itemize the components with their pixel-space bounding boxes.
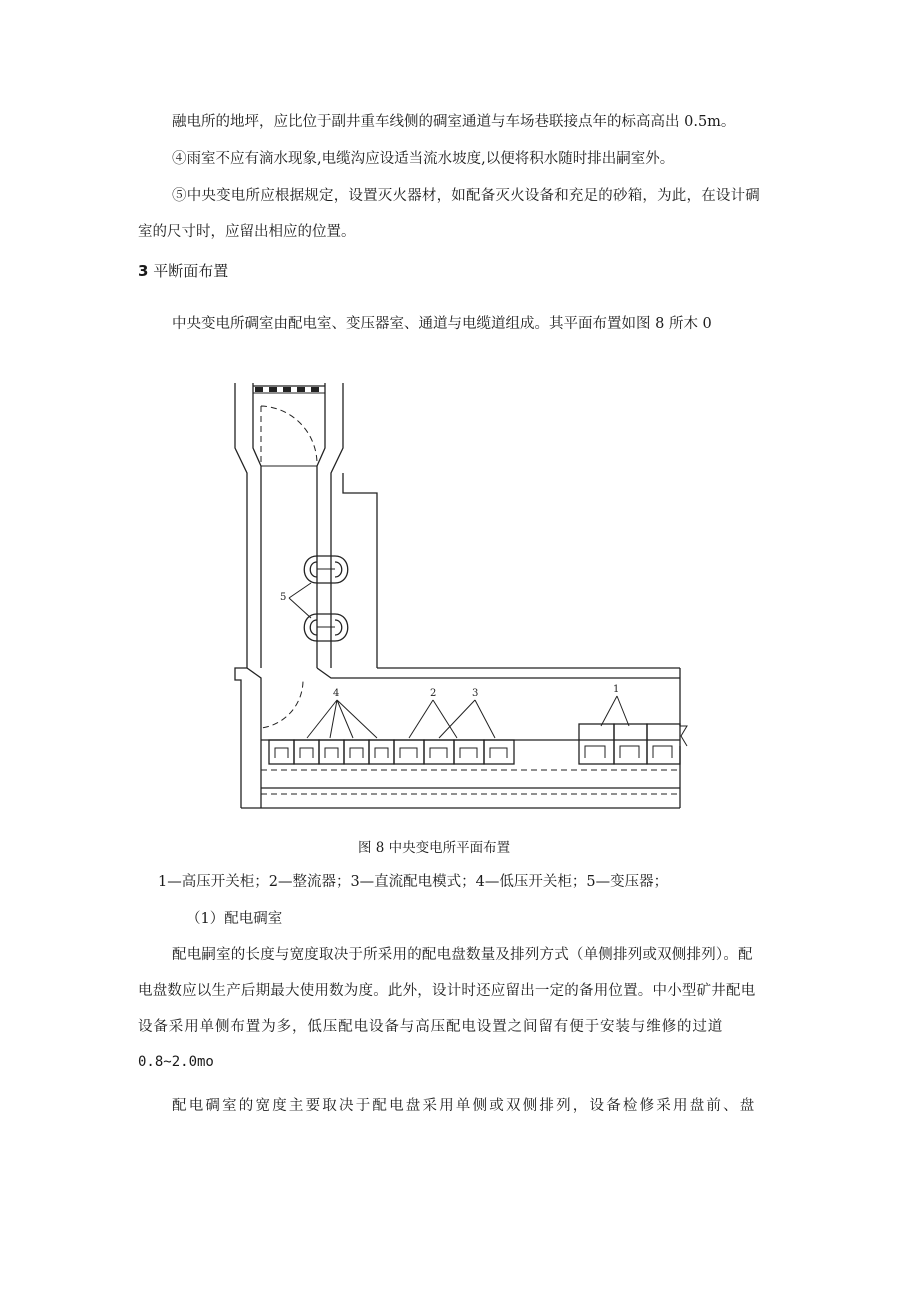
label-5: 5	[280, 592, 287, 603]
label-1: 1	[613, 684, 620, 695]
paragraph-room-dimensions-4: 0.8~2.0mo	[138, 1054, 214, 1070]
paragraph-no-dripping: ④雨室不应有滴水现象,电缆沟应设适当流水坡度,以便将积水随时排出嗣室外。	[172, 151, 675, 167]
leader-4	[307, 700, 377, 738]
section-title: 平断面布置	[153, 262, 229, 280]
figure-legend: 1—高压开关柜；2—整流器；3—直流配电模式；4—低压开关柜；5—变压器；	[158, 874, 669, 890]
paragraph-floor-elevation: 融电所的地坪，应比位于副井重车线侧的碉室通道与车场巷联接点年的标高高出 0.5m。	[172, 114, 736, 130]
label-2: 2	[430, 688, 437, 699]
paragraph-room-width: 配电碉室的宽度主要取决于配电盘采用单侧或双侧排列，设备检修采用盘前、盘	[172, 1098, 757, 1114]
paragraph-room-dimensions-2: 电盘数应以生产后期最大使用数为度。此外，设计时还应留出一定的备用位置。中小型矿井配电	[138, 983, 756, 999]
label-3: 3	[472, 688, 479, 699]
substation-plan-figure	[225, 378, 690, 813]
leader-2	[409, 700, 457, 738]
paragraph-room-dimensions-3: 设备采用单侧布置为多，低压配电设备与高压配电设置之间留有便于安装与维修的过道	[138, 1019, 724, 1035]
transformer-upper	[304, 556, 348, 583]
paragraph-fire-equipment-cont: 室的尺寸时，应留出相应的位置。	[138, 224, 356, 240]
west-outer-wall	[235, 383, 247, 808]
break-mark	[680, 726, 687, 746]
top-door-swing	[261, 406, 317, 466]
high-voltage-cabinets	[579, 724, 680, 764]
leader-5	[289, 583, 311, 618]
entrance-hatch	[253, 386, 325, 393]
leader-3	[439, 700, 495, 738]
paragraph-room-dimensions: 配电嗣室的长度与宽度取决于所采用的配电盘数量及排列方式（单侧排列或双侧排列）。配	[172, 947, 753, 963]
subsection-heading: （1）配电碉室	[186, 911, 283, 927]
junction-door-swing	[261, 680, 303, 728]
paragraph-composition: 中央变电所碉室由配电室、变压器室、通道与电缆道组成。其平面布置如图 8 所木 0	[172, 316, 712, 332]
west-inner-wall	[253, 383, 261, 668]
leader-1	[601, 696, 629, 726]
rectifier-dc-cabinets	[394, 740, 514, 764]
section-number: 3	[138, 262, 149, 280]
paragraph-fire-equipment: ⑤中央变电所应根据规定，设置灭火器材，如配备灭火设备和充足的砂箱，为此，在设计碉	[172, 188, 760, 204]
section-heading	[138, 261, 228, 281]
low-voltage-cabinets	[269, 740, 394, 764]
figure-caption: 图 8 中央变电所平面布置	[358, 840, 511, 856]
label-4: 4	[333, 688, 340, 699]
corridor-east-inner-wall	[317, 383, 325, 668]
